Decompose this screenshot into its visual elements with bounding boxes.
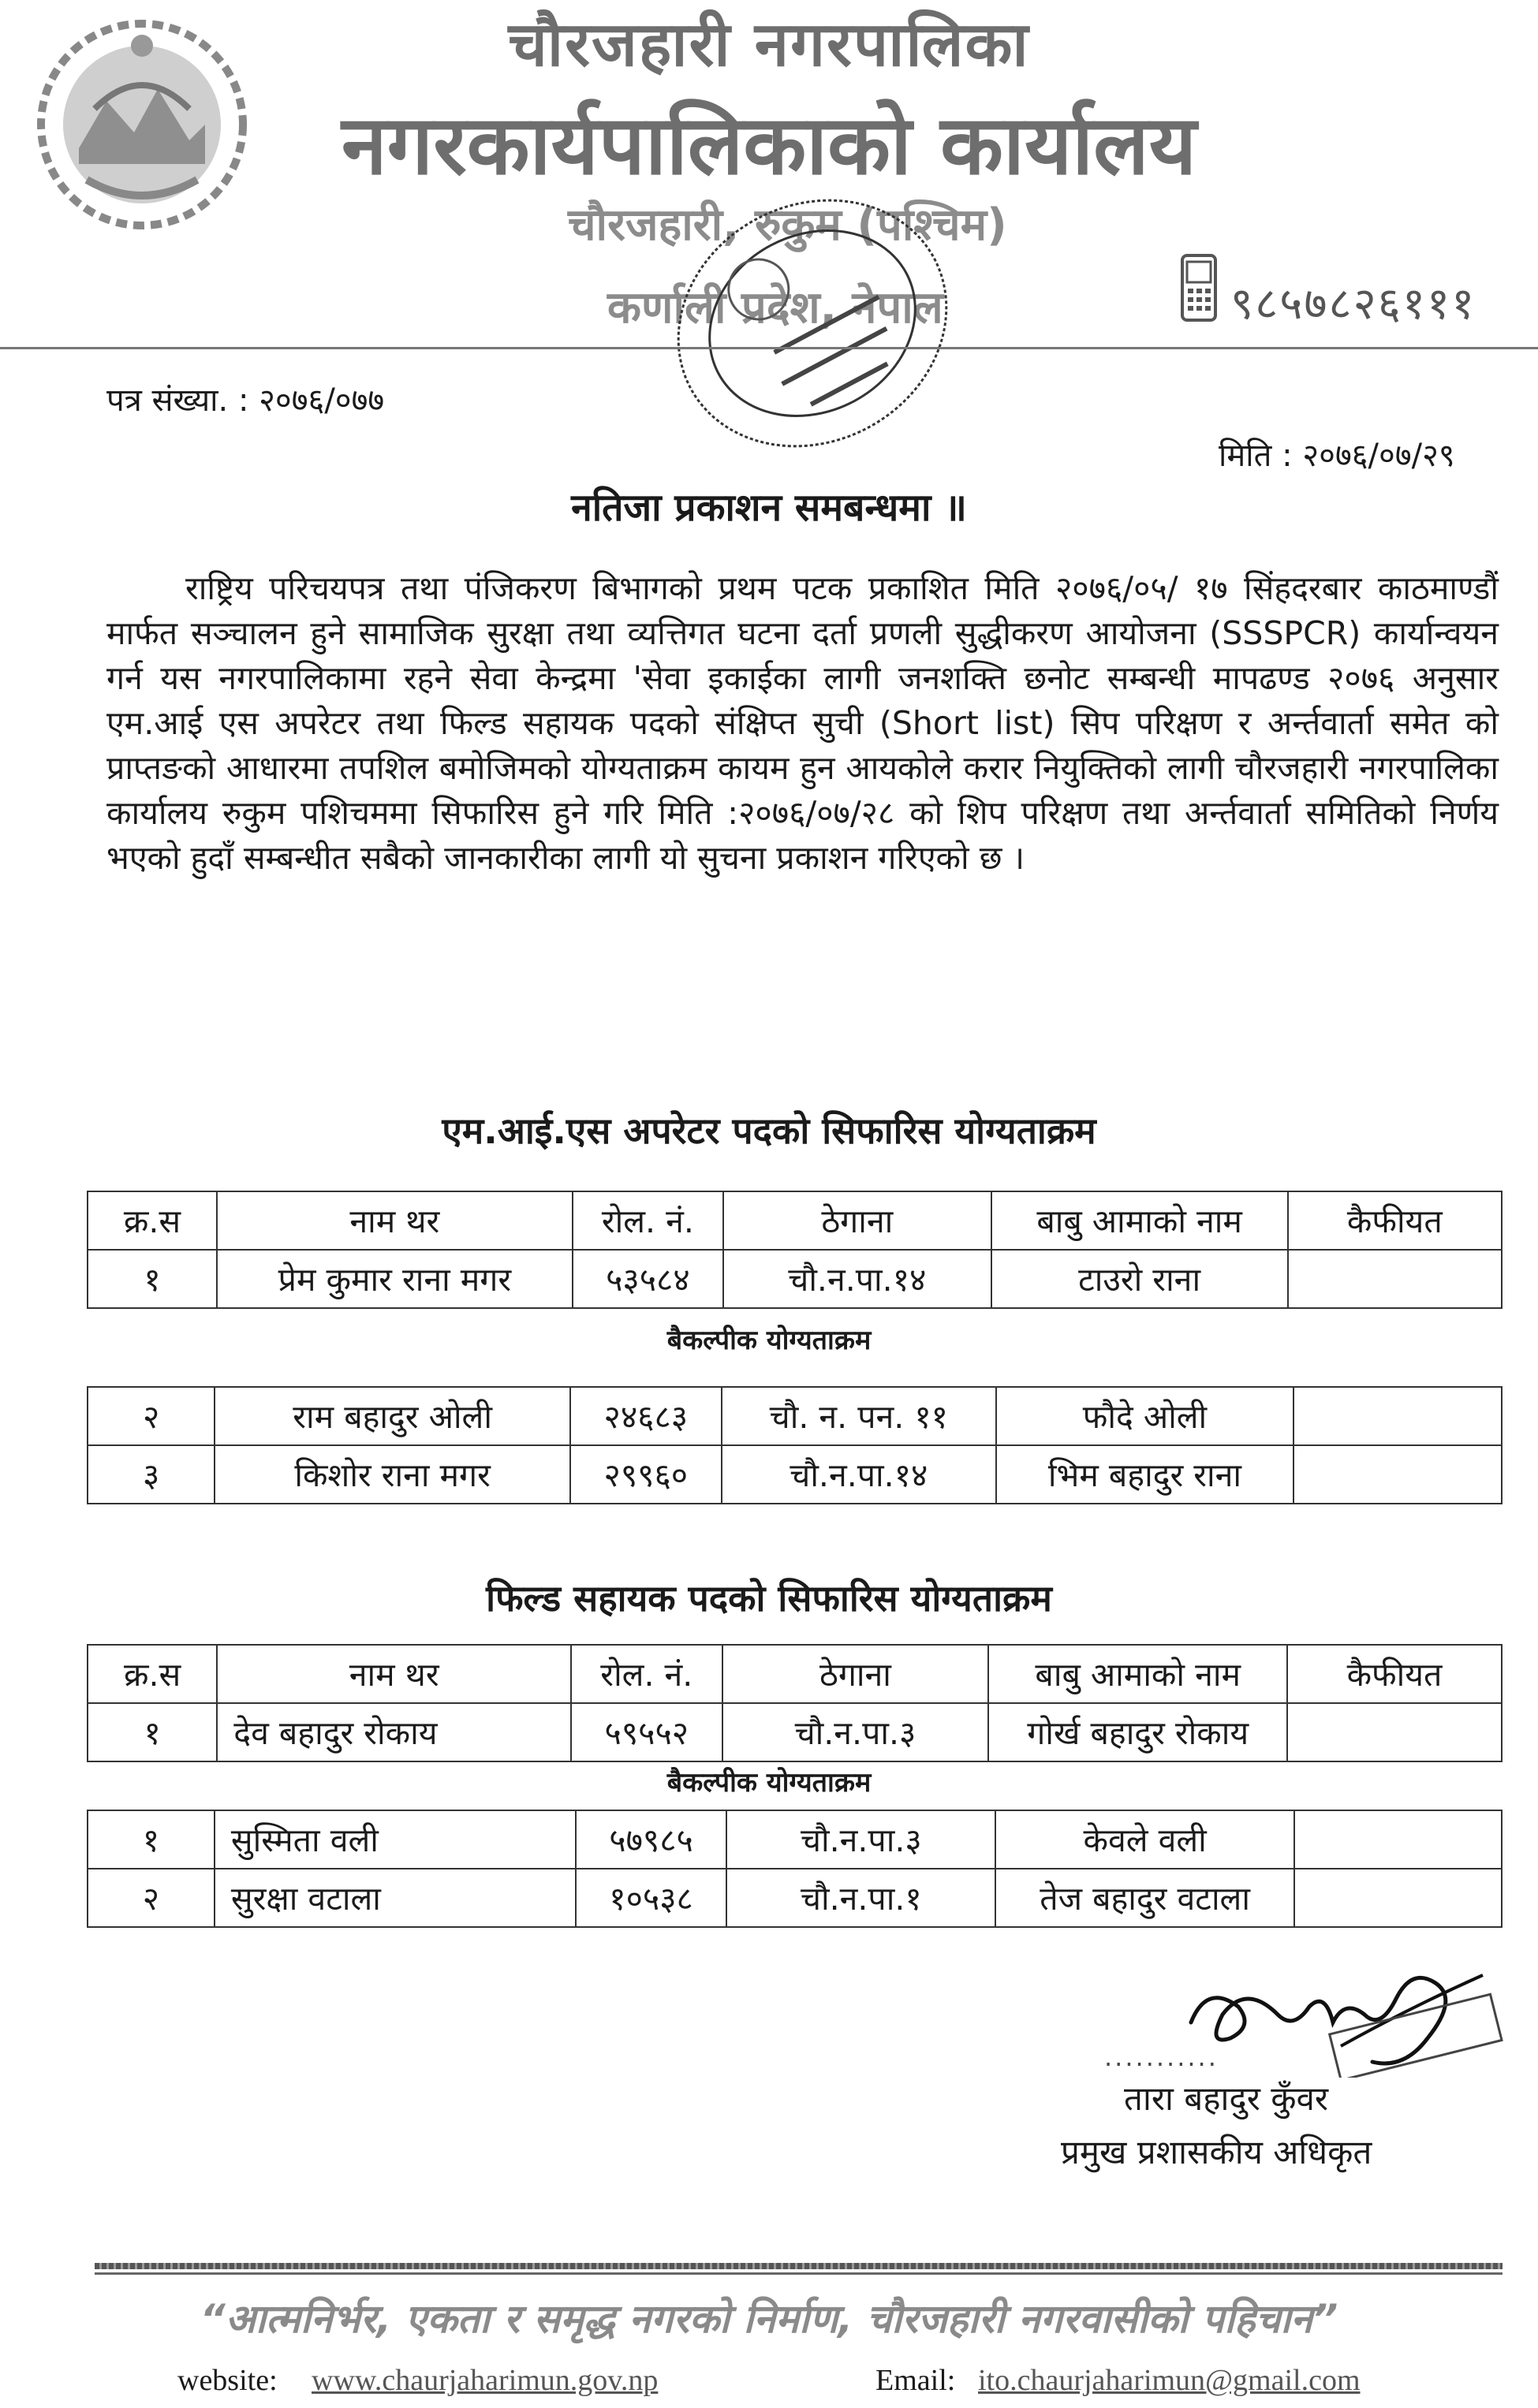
cell-remarks	[1293, 1387, 1502, 1445]
signatory-title: प्रमुख प्रशासकीय अधिकृत	[1061, 2133, 1372, 2171]
cell-parents: फौदे ओली	[996, 1387, 1293, 1445]
col-remarks: कैफीयत	[1288, 1191, 1502, 1250]
table-header-row	[88, 1645, 1502, 1703]
signatory-name: तारा बहादुर कुँवर	[1124, 2079, 1329, 2118]
letter-date: मिति : २०७६/०७/२९	[1219, 438, 1455, 474]
cell-remarks	[1293, 1445, 1502, 1504]
table-row	[88, 1810, 1502, 1869]
col-name: नाम थर	[217, 1645, 571, 1703]
office-address: चौरजहारी, रुकुम (पश्चिम)	[568, 199, 1007, 251]
footer-divider-thin	[95, 2272, 1503, 2275]
cell-name: किशोर राना मगर	[215, 1445, 570, 1504]
col-sn: क्र.स	[88, 1645, 217, 1703]
cell-parents: केवले वली	[995, 1810, 1294, 1869]
cell-address: चौ.न.पा.३	[722, 1703, 989, 1761]
col-sn: क्र.स	[88, 1191, 217, 1250]
cell-address: चौ. न. पन. ११	[722, 1387, 996, 1445]
col-parents: बाबु आमाको नाम	[991, 1191, 1288, 1250]
cell-address: चौ.न.पा.३	[726, 1810, 995, 1869]
mobile-phone-icon	[1179, 252, 1219, 323]
cell-roll: १०५३८	[576, 1869, 727, 1927]
website-link[interactable]: www.chaurjaharimun.gov.np	[312, 2364, 659, 2397]
cell-parents: तेज बहादुर वटाला	[995, 1869, 1294, 1927]
table-row	[88, 1387, 1502, 1445]
mis-alternate-table	[87, 1386, 1503, 1504]
cell-sn: २	[88, 1387, 215, 1445]
cell-name: राम बहादुर ओली	[215, 1387, 570, 1445]
table-row	[88, 1869, 1502, 1927]
website-label: website:	[177, 2364, 278, 2397]
letter-number: पत्र संख्या. : २०७६/०७७	[106, 382, 385, 419]
field-alternate-table	[87, 1810, 1503, 1928]
footer-divider	[95, 2263, 1503, 2269]
cell-name: सुरक्षा वटाला	[215, 1869, 576, 1927]
field-alternate-title: बैकल्पीक योग्यताक्रम	[666, 1767, 872, 1799]
cell-roll: ५३५८४	[573, 1250, 723, 1308]
phone-number: ९८५७८२६१११	[1230, 278, 1476, 330]
header-divider	[0, 347, 1538, 349]
footer-slogan: “आत्मनिर्भर, एकता र समृद्ध नगरको निर्माण, चौरजहारी नगरवासीको पहिचान”	[200, 2296, 1338, 2342]
letter-subject: नतिजा प्रकाशन समबन्धमा ॥	[571, 486, 967, 530]
cell-address: चौ.न.पा.१४	[722, 1445, 996, 1504]
col-roll: रोल. नं.	[573, 1191, 723, 1250]
table-row	[88, 1445, 1502, 1504]
col-address: ठेगाना	[723, 1191, 991, 1250]
email-link[interactable]: ito.chaurjaharimun@gmail.com	[978, 2364, 1361, 2397]
field-section-title: फिल्ड सहायक पदको सिफारिस योग्यताक्रम	[486, 1577, 1052, 1620]
cell-parents: टाउरो राना	[991, 1250, 1288, 1308]
col-name: नाम थर	[217, 1191, 573, 1250]
field-main-table	[87, 1644, 1503, 1762]
office-name: नगरकार्यपालिकाको कार्यालय	[341, 97, 1197, 193]
cell-sn: ३	[88, 1445, 215, 1504]
municipality-name: चौरजहारी नगरपालिका	[508, 9, 1030, 80]
cell-parents: गोर्ख बहादुर रोकाय	[988, 1703, 1287, 1761]
cell-name: देव बहादुर रोकाय	[217, 1703, 571, 1761]
cell-roll: २९९६०	[570, 1445, 722, 1504]
cell-roll: ५७९८५	[576, 1810, 727, 1869]
office-province: कर्णाली प्रदेश, नेपाल	[607, 282, 943, 334]
col-address: ठेगाना	[722, 1645, 989, 1703]
letter-body: राष्ट्रिय परिचयपत्र तथा पंजिकरण बिभागको प्रथम पटक प्रकाशित मिति २०७६/०५/ १७ सिंहदरबार काठमाण्डौं मार्फत सञ्चालन हुने सामाजिक सुरक्षा तथा व्यत्तिगत घटना दर्ता प्रणली सुद्धीकरण आयोजना (SSSPCR) कार्यान्वयन गर्न यस नगरपालिकामा रहने सेवा केन्द्रमा 'सेवा इकाईका लागी जनशक्ति छनोट सम्बन्धी मापढण्ड २०७६ अनुसार एम.आई एस अपरेटर तथा फिल्ड सहायक पदको संक्षिप्त सुची (Short list) सिप परिक्षण र अर्न्तवार्ता समेत को प्राप्तङको आधारमा तपशिल बमोजिमको योग्यताक्रम कायम हुन आयकोले करार नियुक्तिको लागी चौरजहारी नगरपालिका कार्यालय रुकुम पशिचममा सिफारिस हुने गरि मिति :२०७६/०७/२८ को शिप परिक्षण तथा अर्न्तवार्ता समितिको निर्णय भएको हुदाँ सम्बन्धीत सबैको जानकारीका लागी यो सुचना प्रकाशन गरिएको छ ।	[106, 569, 1499, 877]
cell-sn: २	[88, 1869, 215, 1927]
cell-sn: १	[88, 1250, 217, 1308]
cell-remarks	[1287, 1703, 1502, 1761]
cell-sn: १	[88, 1703, 217, 1761]
cell-remarks	[1294, 1810, 1502, 1869]
office-seal-stamp	[647, 173, 978, 473]
cell-address: चौ.न.पा.१	[726, 1869, 995, 1927]
cell-roll: ५९५५२	[571, 1703, 722, 1761]
cell-name: प्रेम कुमार राना मगर	[217, 1250, 573, 1308]
cell-remarks	[1294, 1869, 1502, 1927]
handwritten-signature	[1175, 1951, 1506, 2078]
col-remarks: कैफीयत	[1287, 1645, 1502, 1703]
cell-parents: भिम बहादुर राना	[996, 1445, 1293, 1504]
mis-main-table	[87, 1191, 1503, 1309]
cell-name: सुस्मिता वली	[215, 1810, 576, 1869]
table-row	[88, 1703, 1502, 1761]
cell-remarks	[1288, 1250, 1502, 1308]
mis-alternate-title: बैकल्पीक योग्यताक्रम	[666, 1325, 872, 1356]
col-parents: बाबु आमाको नाम	[988, 1645, 1287, 1703]
mis-section-title: एम.आई.एस अपरेटर पदको सिफारिस योग्यताक्रम	[442, 1109, 1096, 1152]
table-header-row	[88, 1191, 1502, 1250]
cell-address: चौ.न.पा.१४	[723, 1250, 991, 1308]
cell-sn: १	[88, 1810, 215, 1869]
cell-roll: २४६८३	[570, 1387, 722, 1445]
table-row	[88, 1250, 1502, 1308]
signature-dots: ...........	[1104, 2042, 1219, 2072]
email-label: Email:	[875, 2364, 956, 2397]
col-roll: रोल. नं.	[571, 1645, 722, 1703]
